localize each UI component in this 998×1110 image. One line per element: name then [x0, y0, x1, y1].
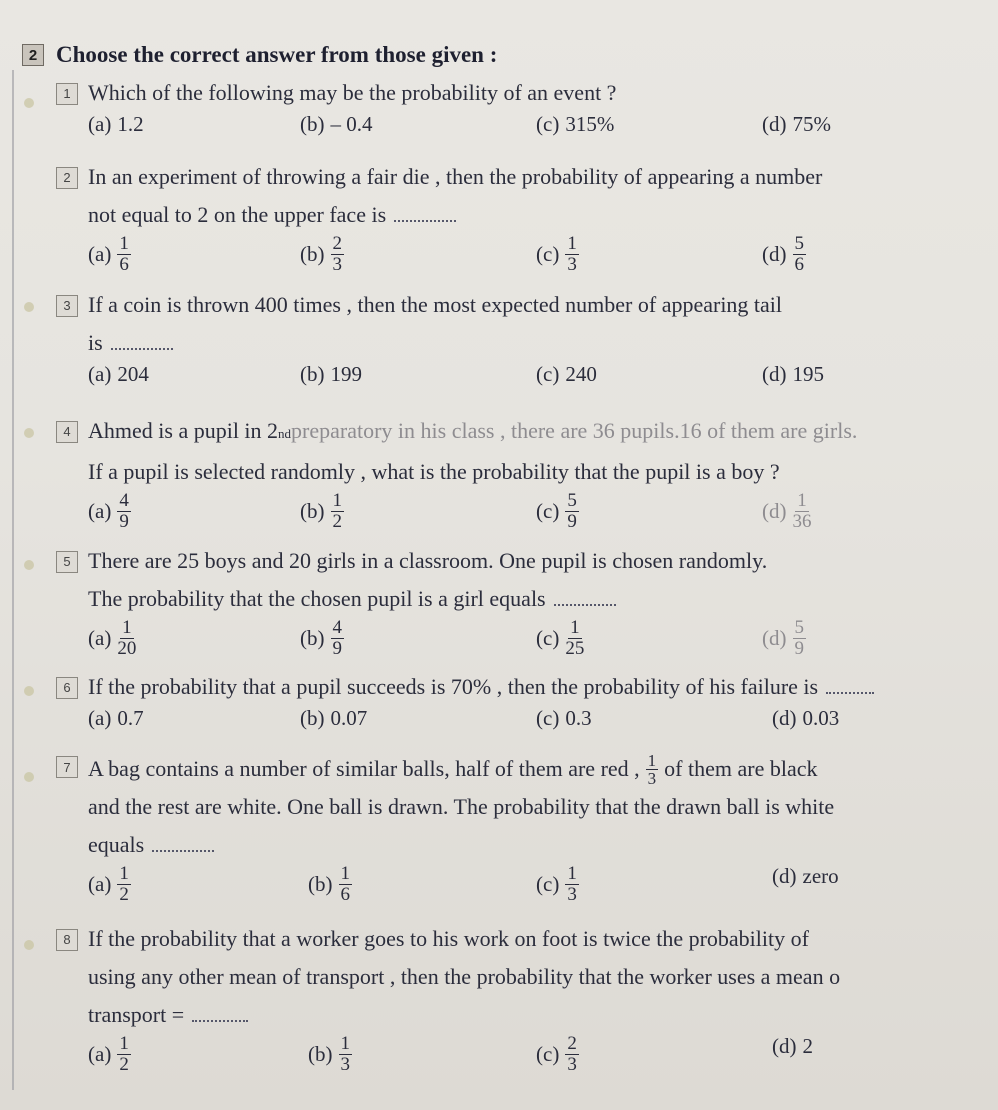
question-text: If a coin is thrown 400 times , then the most expected number of appearing tail — [88, 292, 783, 317]
option-d[interactable] — [772, 706, 839, 731]
option-a[interactable] — [88, 491, 131, 532]
option-label: (b) — [308, 872, 333, 896]
question-text: not equal to 2 on the upper face is — [88, 202, 387, 227]
question-text: A bag contains a number of similar balls, half of them are red , — [88, 756, 640, 781]
numerator: 1 — [119, 1033, 129, 1054]
option-label: (a) — [88, 242, 112, 266]
option-value: 0.7 — [117, 706, 144, 730]
question-text-line — [56, 750, 990, 788]
option-value: 1.2 — [117, 112, 144, 136]
option-value: 204 — [117, 362, 149, 386]
options-row — [56, 706, 990, 746]
fraction — [793, 618, 807, 659]
option-a[interactable] — [88, 234, 131, 275]
option-c[interactable] — [536, 618, 584, 659]
option-label: (a) — [88, 706, 112, 730]
denominator: 9 — [567, 511, 577, 532]
denominator: 36 — [792, 511, 812, 532]
question-text: Ahmed is a pupil in 2 — [88, 418, 279, 443]
question-number: 1 — [56, 83, 78, 105]
question-text: If the probability that a pupil succeeds is 70% , then the probability of his failure is — [88, 674, 819, 699]
option-label: (b) — [308, 1042, 333, 1066]
option-d[interactable] — [772, 1034, 813, 1059]
denominator: 3 — [567, 884, 577, 905]
option-a[interactable] — [88, 362, 149, 387]
answer-blank — [826, 682, 874, 694]
option-b[interactable] — [308, 864, 352, 905]
option-label: (b) — [300, 112, 325, 136]
option-label: (b) — [300, 626, 325, 650]
option-c[interactable] — [536, 491, 579, 532]
answer-blank — [554, 594, 616, 606]
option-label: (b) — [300, 362, 325, 386]
options-row — [56, 362, 990, 402]
option-label: (b) — [300, 499, 325, 523]
option-label: (a) — [88, 626, 112, 650]
numerator: 1 — [119, 233, 129, 254]
fraction — [565, 234, 579, 275]
fraction — [565, 491, 579, 532]
question-4 — [56, 412, 990, 545]
denominator: 3 — [567, 1054, 577, 1075]
fraction — [331, 618, 345, 659]
numerator: 1 — [797, 490, 807, 511]
option-label: (c) — [536, 362, 560, 386]
question-text-line — [56, 542, 990, 580]
option-label: (c) — [536, 706, 560, 730]
numerator: 5 — [567, 490, 577, 511]
option-c[interactable] — [536, 112, 614, 137]
denominator: 20 — [117, 638, 137, 659]
option-a[interactable] — [88, 618, 136, 659]
section-number-badge: 2 — [22, 44, 44, 66]
option-c[interactable] — [536, 362, 597, 387]
question-number: 4 — [56, 421, 78, 443]
question-2 — [56, 158, 990, 288]
option-label: (b) — [300, 242, 325, 266]
question-text-line — [56, 788, 990, 826]
fraction — [565, 864, 579, 905]
denominator: 3 — [647, 768, 657, 788]
question-text: There are 25 boys and 20 girls in a classroom. One pupil is chosen randomly. — [88, 548, 768, 573]
question-number: 6 — [56, 677, 78, 699]
margin-dot — [24, 302, 34, 312]
question-1 — [56, 74, 990, 152]
numerator: 1 — [340, 863, 350, 884]
option-value: 75% — [792, 112, 831, 136]
fraction — [565, 1034, 579, 1075]
option-label: (c) — [536, 872, 560, 896]
option-d[interactable] — [762, 362, 824, 387]
question-5 — [56, 542, 990, 672]
denominator: 25 — [565, 638, 585, 659]
page-binding-edge — [12, 70, 18, 1090]
question-text: of them are black — [664, 756, 818, 781]
section-header — [22, 42, 497, 68]
denominator: 6 — [340, 884, 350, 905]
question-text-line — [56, 958, 990, 996]
fraction — [117, 234, 131, 275]
numerator: 1 — [567, 863, 577, 884]
numerator: 1 — [567, 233, 577, 254]
option-value: 2 — [802, 1034, 813, 1058]
options-row — [56, 112, 990, 152]
denominator: 6 — [119, 254, 129, 275]
option-label: (b) — [300, 706, 325, 730]
denominator: 3 — [567, 254, 577, 275]
question-8 — [56, 920, 990, 1088]
fraction — [793, 491, 812, 532]
option-label: (a) — [88, 499, 112, 523]
numerator: 5 — [794, 233, 804, 254]
answer-blank — [192, 1010, 248, 1022]
denominator: 9 — [119, 511, 129, 532]
denominator: 9 — [332, 638, 342, 659]
option-a[interactable] — [88, 1034, 131, 1075]
option-label: (d) — [762, 626, 787, 650]
option-d[interactable] — [762, 491, 812, 532]
question-text: transport = — [88, 1002, 185, 1027]
question-text: If a pupil is selected randomly , what is the probability that the pupil is a boy ? — [88, 459, 780, 484]
question-3 — [56, 286, 990, 402]
denominator: 2 — [119, 1054, 129, 1075]
fraction — [117, 1034, 131, 1075]
option-d[interactable] — [762, 618, 806, 659]
answer-blank — [111, 338, 173, 350]
denominator: 9 — [794, 638, 804, 659]
margin-dot — [24, 560, 34, 570]
question-6 — [56, 668, 990, 746]
question-text: Which of the following may be the probability of an event ? — [88, 80, 617, 105]
option-b[interactable] — [300, 362, 362, 387]
numerator: 4 — [119, 490, 129, 511]
denominator: 2 — [119, 884, 129, 905]
option-a[interactable] — [88, 864, 131, 905]
option-label: (d) — [772, 1034, 797, 1058]
numerator: 1 — [119, 863, 129, 884]
question-text-line — [56, 453, 990, 491]
option-label: (c) — [536, 499, 560, 523]
options-row — [56, 864, 990, 918]
question-text: using any other mean of transport , then the probability that the worker uses a mean o — [88, 964, 841, 989]
option-a[interactable] — [88, 706, 144, 731]
fraction — [565, 618, 584, 659]
option-label: (a) — [88, 1042, 112, 1066]
numerator: 1 — [647, 750, 657, 770]
fraction — [331, 491, 345, 532]
margin-dot — [24, 428, 34, 438]
options-row — [56, 491, 990, 545]
question-text: The probability that the chosen pupil is a girl equals — [88, 586, 546, 611]
option-c[interactable] — [536, 864, 579, 905]
fraction — [339, 1034, 353, 1075]
question-7 — [56, 750, 990, 918]
option-label: (a) — [88, 362, 112, 386]
option-a[interactable] — [88, 112, 144, 137]
option-value: 240 — [565, 362, 597, 386]
question-text-line — [56, 920, 990, 958]
fraction — [117, 618, 136, 659]
question-text-line — [56, 668, 990, 706]
fraction — [339, 864, 353, 905]
option-b[interactable] — [300, 706, 367, 731]
numerator: 1 — [122, 617, 132, 638]
question-text-line — [56, 74, 990, 112]
option-c[interactable] — [536, 706, 592, 731]
option-b[interactable] — [300, 618, 344, 659]
numerator: 2 — [567, 1033, 577, 1054]
option-label: (d) — [772, 706, 797, 730]
option-label: (d) — [762, 362, 787, 386]
option-value: zero — [802, 864, 839, 888]
question-text-line — [56, 324, 990, 362]
option-value: – 0.4 — [330, 112, 373, 136]
numerator: 1 — [570, 617, 580, 638]
question-text-line — [56, 412, 990, 453]
option-d[interactable] — [762, 234, 806, 275]
option-label: (d) — [762, 112, 787, 136]
option-c[interactable] — [536, 234, 579, 275]
option-label: (d) — [772, 864, 797, 888]
option-label: (c) — [536, 112, 560, 136]
margin-dot — [24, 98, 34, 108]
question-text-line — [56, 996, 990, 1034]
options-row — [56, 1034, 990, 1088]
question-number: 8 — [56, 929, 78, 951]
question-text: equals — [88, 832, 145, 857]
option-b[interactable] — [300, 491, 344, 532]
denominator: 3 — [332, 254, 342, 275]
question-text: In an experiment of throwing a fair die , then the probability of appearing a number — [88, 164, 823, 189]
fraction — [331, 234, 345, 275]
question-text: and the rest are white. One ball is drawn. The probability that the drawn ball is white — [88, 794, 835, 819]
option-d[interactable] — [772, 864, 839, 889]
option-value: 0.03 — [802, 706, 840, 730]
numerator: 1 — [340, 1033, 350, 1054]
option-value: 199 — [330, 362, 362, 386]
numerator: 1 — [332, 490, 342, 511]
option-label: (c) — [536, 242, 560, 266]
question-text-line — [56, 196, 990, 234]
denominator: 2 — [332, 511, 342, 532]
margin-dot — [24, 772, 34, 782]
denominator: 6 — [794, 254, 804, 275]
margin-dot — [24, 686, 34, 696]
question-text-line — [56, 158, 990, 196]
option-label: (a) — [88, 872, 112, 896]
question-text: preparatory in his class , there are 36 pupils.16 of them are girls. — [291, 418, 858, 443]
fraction — [793, 234, 807, 275]
question-text-line — [56, 286, 990, 324]
option-value: 0.07 — [330, 706, 368, 730]
question-text-line — [56, 580, 990, 618]
question-text: is — [88, 330, 103, 355]
options-row — [56, 618, 990, 672]
answer-blank — [394, 210, 456, 222]
numerator: 5 — [794, 617, 804, 638]
option-value: 315% — [565, 112, 615, 136]
option-b[interactable] — [308, 1034, 352, 1075]
option-d[interactable] — [762, 112, 831, 137]
fraction — [646, 752, 659, 787]
option-c[interactable] — [536, 1034, 579, 1075]
option-value: 195 — [792, 362, 824, 386]
option-label: (d) — [762, 242, 787, 266]
fraction — [117, 491, 131, 532]
numerator: 4 — [332, 617, 342, 638]
question-text: If the probability that a worker goes to his work on foot is twice the probability of — [88, 926, 809, 951]
question-text-line — [56, 826, 990, 864]
option-value: 0.3 — [565, 706, 592, 730]
section-title: Choose the correct answer from those given : — [56, 42, 498, 67]
option-label: (c) — [536, 626, 560, 650]
option-b[interactable] — [300, 234, 344, 275]
answer-blank — [152, 840, 214, 852]
ordinal-suffix: nd — [278, 426, 292, 441]
question-number: 3 — [56, 295, 78, 317]
fraction — [117, 864, 131, 905]
options-row — [56, 234, 990, 288]
question-number: 2 — [56, 167, 78, 189]
option-label: (a) — [88, 112, 112, 136]
question-number: 7 — [56, 756, 78, 778]
option-b[interactable] — [300, 112, 373, 137]
denominator: 3 — [340, 1054, 350, 1075]
numerator: 2 — [332, 233, 342, 254]
margin-dot — [24, 940, 34, 950]
option-label: (d) — [762, 499, 787, 523]
question-number: 5 — [56, 551, 78, 573]
option-label: (c) — [536, 1042, 560, 1066]
